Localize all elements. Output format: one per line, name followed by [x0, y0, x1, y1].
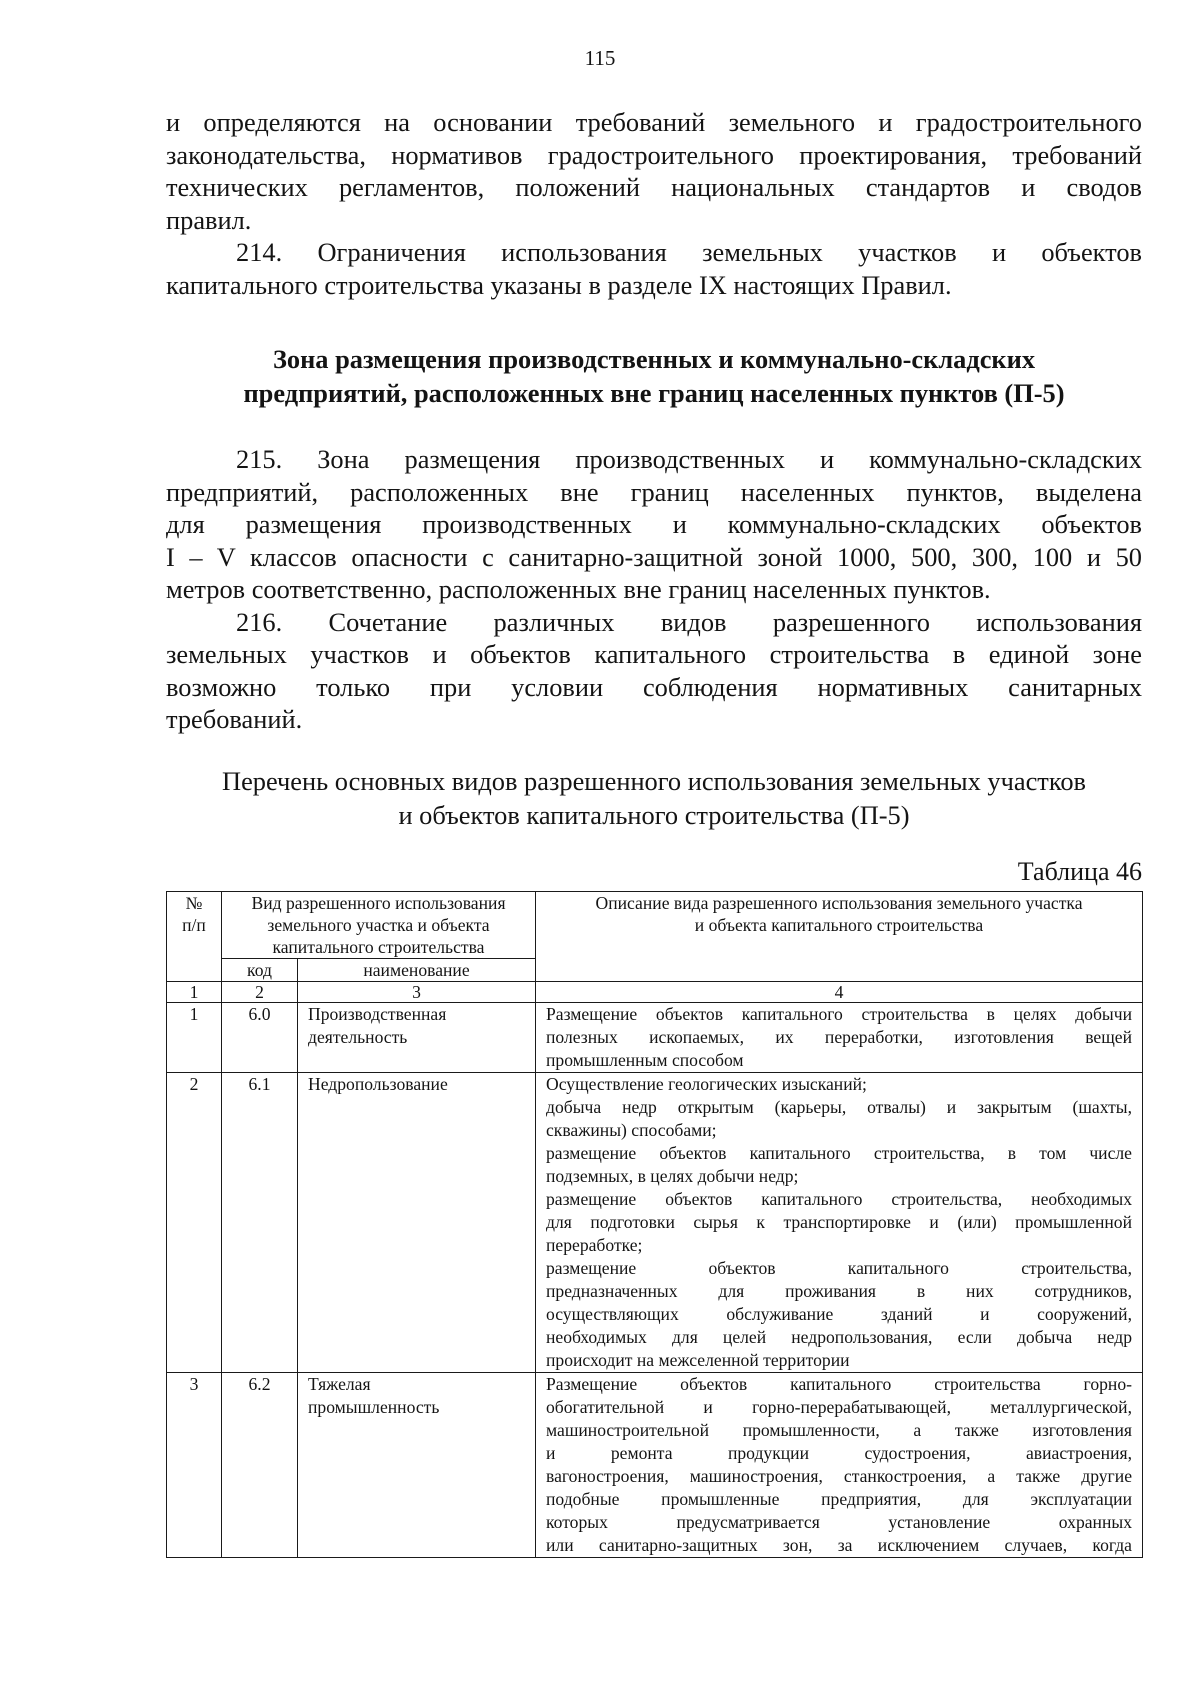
row-name-line: деятельность	[308, 1027, 408, 1047]
row-desc-line: происходит на межселенной территории	[546, 1350, 850, 1370]
row-desc-line: подземных, в целях добычи недр;	[546, 1166, 799, 1186]
row-name-line: Недропользование	[308, 1074, 448, 1094]
column-number: 4	[536, 982, 1143, 1003]
para-213-line: законодательства, нормативов градостроительного проектирования, требований	[166, 139, 1142, 170]
header-num	[167, 892, 222, 982]
row-desc-line: Размещение объектов капитального строительства в целях добычи	[546, 1004, 1132, 1024]
row-description	[536, 1073, 1143, 1373]
row-code: 6.0	[222, 1003, 298, 1073]
header-desc-line: Описание вида разрешенного использования земельного участка	[595, 893, 1083, 913]
row-num: 1	[167, 1003, 222, 1073]
header-name: наименование	[298, 959, 536, 982]
row-desc-line: или санитарно-защитных зон, за исключением случаев, когда	[546, 1535, 1132, 1555]
header-num-line: п/п	[182, 915, 206, 935]
para-216-line: 216. Сочетание различных видов разрешенного использования	[236, 606, 1142, 637]
row-desc-line: размещение объектов капитального строительства, необходимых	[546, 1189, 1132, 1209]
header-code: код	[222, 959, 298, 982]
row-desc-line: осуществляющих обслуживание зданий и сооружений,	[546, 1304, 1132, 1324]
header-kind-line: земельного участка и объекта	[267, 915, 490, 935]
list-title-line: Перечень основных видов разрешенного использования земельных участков	[222, 766, 1086, 796]
table-row	[167, 1373, 1143, 1558]
row-desc-line: и ремонта продукции судостроения, авиастроения,	[546, 1443, 1132, 1463]
list-title	[166, 764, 1142, 832]
row-desc-line: которых предусматривается установление охранных	[546, 1512, 1132, 1532]
row-desc-line: Осуществление геологических изысканий;	[546, 1074, 867, 1094]
row-desc-line: для подготовки сырья к транспортировке и (или) промышленной	[546, 1212, 1132, 1232]
para-216-line: земельных участков и объектов капитального строительства в единой зоне	[166, 639, 1142, 669]
header-num-line: №	[185, 893, 203, 913]
row-desc-line: обогатительной и горно-перерабатывающей, металлургической,	[546, 1397, 1132, 1417]
header-kind	[222, 892, 536, 959]
header-kind-line: Вид разрешенного использования	[251, 893, 506, 913]
row-desc-line: скважины) способами;	[546, 1120, 717, 1140]
para-215-line: I – V классов опасности с санитарно-защитной зоной 1000, 500, 300, 100 и 50	[166, 541, 1142, 572]
row-name	[298, 1373, 536, 1558]
row-description	[536, 1373, 1143, 1558]
row-description	[536, 1003, 1143, 1073]
para-215-line: для размещения производственных и коммунально-складских объектов	[166, 509, 1142, 539]
header-desc-line: и объекта капитального строительства	[694, 915, 984, 935]
row-desc-line: подобные промышленные предприятия, для эксплуатации	[546, 1489, 1132, 1509]
row-code: 6.1	[222, 1073, 298, 1373]
row-code: 6.2	[222, 1373, 298, 1558]
para-215-line: предприятий, расположенных вне границ населенных пунктов, выделена	[166, 476, 1142, 507]
row-desc-line: Размещение объектов капитального строительства горно-	[546, 1374, 1132, 1394]
zone-description	[166, 443, 1142, 736]
header-description	[536, 892, 1143, 982]
zone-heading	[166, 342, 1142, 410]
row-name	[298, 1073, 536, 1373]
para-213-line: технических регламентов, положений национальных стандартов и сводов	[166, 172, 1142, 202]
row-desc-line: промышленным способом	[546, 1050, 744, 1070]
table-caption: Таблица 46	[1017, 857, 1142, 886]
table-row	[167, 1073, 1143, 1373]
header-kind-line: капитального строительства	[272, 937, 485, 957]
list-title-line: и объектов капитального строительства (П-5)	[398, 800, 910, 830]
para-216-line: возможно только при условии соблюдения нормативных санитарных	[166, 671, 1142, 702]
column-number: 2	[222, 982, 298, 1003]
column-number: 1	[167, 982, 222, 1003]
row-desc-line: переработке;	[546, 1235, 643, 1255]
column-number: 3	[298, 982, 536, 1003]
row-desc-line: машиностроительной промышленности, а также изготовления	[546, 1420, 1132, 1440]
para-214-line: 214. Ограничения использования земельных участков и объектов	[236, 237, 1142, 267]
row-desc-line: полезных ископаемых, их переработки, изготовления вещей	[546, 1027, 1132, 1047]
row-name	[298, 1003, 536, 1073]
permitted-use-table	[166, 891, 1143, 1558]
table-row	[167, 1003, 1143, 1073]
row-num: 3	[167, 1373, 222, 1558]
zone-heading-line: предприятий, расположенных вне границ населенных пунктов (П-5)	[243, 378, 1065, 408]
table-header-row	[167, 892, 1143, 959]
row-name-line: Тяжелая	[308, 1374, 371, 1394]
row-name-line: промышленность	[308, 1397, 440, 1417]
zone-heading-line: Зона размещения производственных и коммунально-складских	[272, 344, 1036, 374]
para-213-line: и определяются на основании требований земельного и градостроительного	[166, 107, 1142, 137]
row-desc-line: вагоностроения, машиностроения, станкостроения, а также другие	[546, 1466, 1132, 1486]
page-number: 115	[584, 46, 616, 70]
row-desc-line: необходимых для целей недропользования, если добыча недр	[546, 1327, 1132, 1347]
para-215-line: 215. Зона размещения производственных и коммунально-складских	[236, 444, 1142, 474]
row-desc-line: размещение объектов капитального строительства,	[546, 1258, 1132, 1278]
intro-text	[166, 106, 1142, 301]
row-desc-line: размещение объектов капитального строительства, в том числе	[546, 1143, 1132, 1163]
column-number-row	[167, 982, 1143, 1003]
para-215-line: метров соответственно, расположенных вне границ населенных пунктов.	[166, 574, 991, 604]
row-num: 2	[167, 1073, 222, 1373]
row-name-line: Производственная	[308, 1004, 447, 1024]
row-desc-line: предназначенных для проживания в них сотрудников,	[546, 1281, 1132, 1301]
para-213-line: правил.	[166, 204, 252, 235]
para-214-line: капитального строительства указаны в разделе IX настоящих Правил.	[166, 269, 952, 300]
para-216-line: требований.	[166, 704, 303, 734]
row-desc-line: добыча недр открытым (карьеры, отвалы) и закрытым (шахты,	[546, 1097, 1132, 1117]
